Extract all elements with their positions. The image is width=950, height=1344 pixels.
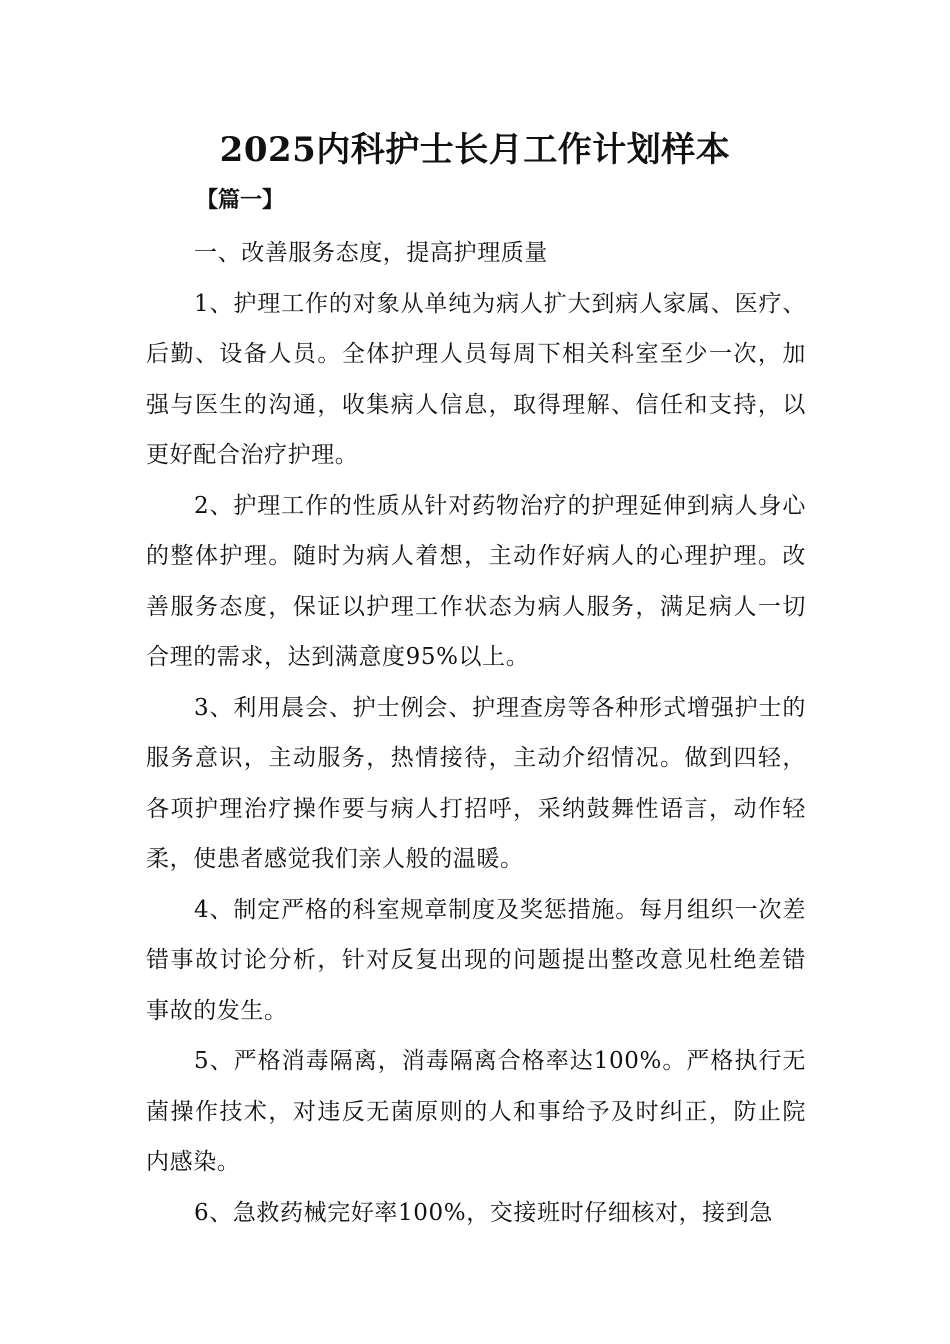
- document-body: [146, 228, 806, 1238]
- paragraph-1: 1、护理工作的对象从单纯为病人扩大到病人家属、医疗、后勤、设备人员。全体护理人员每周下相关科室至少一次，加强与医生的沟通，收集病人信息，取得理解、信任和支持，以更好配合治疗护理。: [146, 290, 806, 468]
- section-heading: 一、改善服务态度，提高护理质量: [194, 240, 548, 266]
- paragraph-2: 2、护理工作的性质从针对药物治疗的护理延伸到病人身心的整体护理。随时为病人着想，主动作好病人的心理护理。改善服务态度，保证以护理工作状态为病人服务，满足病人一切合理的需求，达到满意度95%以上。: [146, 492, 806, 670]
- paragraph-3: 3、利用晨会、护士例会、护理查房等各种形式增强护士的服务意识，主动服务，热情接待，主动介绍情况。做到四轻，各项护理治疗操作要与病人打招呼，采纳鼓舞性语言，动作轻柔，使患者感觉我们亲人般的温暖。: [146, 694, 806, 872]
- paragraph-6: 6、急救药械完好率100%，交接班时仔细核对，接到急: [194, 1199, 773, 1226]
- document-title: 2025内科护士长月工作计划样本: [219, 130, 731, 170]
- paragraph-4: 4、制定严格的科室规章制度及奖惩措施。每月组织一次差错事故讨论分析，针对反复出现的问题提出整改意见杜绝差错事故的发生。: [146, 896, 806, 1024]
- paragraph-5: 5、严格消毒隔离，消毒隔离合格率达100%。严格执行无菌操作技术，对违反无菌原则的人和事给予及时纠正，防止院内感染。: [146, 1048, 806, 1175]
- section-label: 【篇一】: [196, 187, 285, 213]
